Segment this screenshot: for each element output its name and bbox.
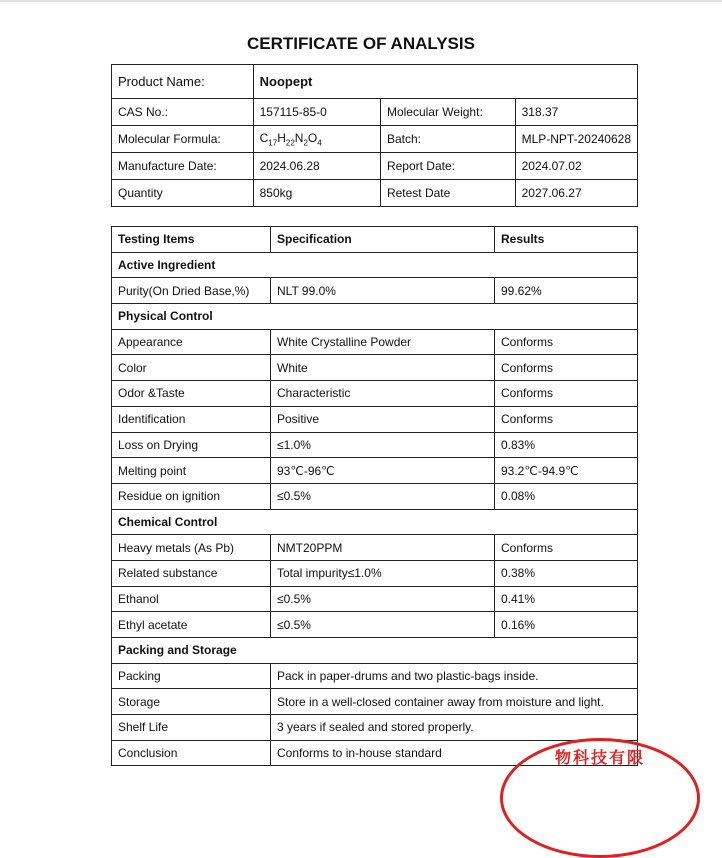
mfg-value: 2024.06.28 <box>253 153 380 180</box>
table-row <box>112 535 638 561</box>
test-result: 0.16% <box>495 612 638 638</box>
batch-value: MLP-NPT-20240628 <box>515 126 637 153</box>
table-row <box>112 406 638 432</box>
test-result: 99.62% <box>495 278 638 304</box>
section-header: Chemical Control <box>112 509 638 535</box>
product-info-table <box>111 64 638 207</box>
section-row <box>112 509 638 535</box>
column-header: Specification <box>271 227 495 253</box>
packing-item: Conclusion <box>112 740 271 766</box>
test-item: Identification <box>112 406 271 432</box>
test-spec: Characteristic <box>271 381 495 407</box>
packing-detail: Conforms to in-house standard <box>271 740 638 766</box>
packing-item: Storage <box>112 689 271 715</box>
table-row <box>112 560 638 586</box>
batch-label: Batch: <box>380 126 515 153</box>
test-spec: Total impurity≤1.0% <box>271 560 495 586</box>
section-row <box>112 252 638 278</box>
section-row <box>112 304 638 330</box>
retest-label: Retest Date <box>380 180 515 207</box>
test-spec: ≤1.0% <box>271 432 495 458</box>
packing-item: Shelf Life <box>112 715 271 741</box>
test-result: Conforms <box>495 406 638 432</box>
test-spec: ≤0.5% <box>271 612 495 638</box>
test-spec: NLT 99.0% <box>271 278 495 304</box>
test-result: Conforms <box>495 381 638 407</box>
test-item: Residue on ignition <box>112 483 271 509</box>
test-item: Appearance <box>112 329 271 355</box>
table-row <box>112 355 638 381</box>
test-result: 0.08% <box>495 483 638 509</box>
packing-item: Packing <box>112 663 271 689</box>
test-spec: ≤0.5% <box>271 586 495 612</box>
column-header: Results <box>495 227 638 253</box>
cas-value: 157115-85-0 <box>253 99 380 126</box>
column-header: Testing Items <box>112 227 271 253</box>
table-row <box>112 329 638 355</box>
company-seal-stamp: 物科技有限 <box>500 738 700 858</box>
cas-label: CAS No.: <box>112 99 254 126</box>
table-row <box>112 689 638 715</box>
product-name-label: Product Name: <box>112 65 254 99</box>
report-label: Report Date: <box>380 153 515 180</box>
product-name-value: Noopept <box>253 65 637 99</box>
section-header: Physical Control <box>112 304 638 330</box>
section-header: Active Ingredient <box>112 252 638 278</box>
table-row <box>112 715 638 741</box>
test-spec: White Crystalline Powder <box>271 329 495 355</box>
test-result: Conforms <box>495 355 638 381</box>
test-result: Conforms <box>495 329 638 355</box>
table-row <box>112 612 638 638</box>
table-row <box>112 65 638 99</box>
table-row <box>112 126 638 153</box>
table-row <box>112 586 638 612</box>
qty-value: 850kg <box>253 180 380 207</box>
table-row <box>112 153 638 180</box>
table-row <box>112 663 638 689</box>
report-value: 2024.07.02 <box>515 153 637 180</box>
qty-label: Quantity <box>112 180 254 207</box>
test-item: Purity(On Dried Base,%) <box>112 278 271 304</box>
table-row <box>112 99 638 126</box>
formula-label: Molecular Formula: <box>112 126 254 153</box>
table-row <box>112 180 638 207</box>
page-top-edge <box>0 0 722 2</box>
test-result: 0.41% <box>495 586 638 612</box>
test-item: Color <box>112 355 271 381</box>
test-item: Related substance <box>112 560 271 586</box>
packing-detail: Pack in paper-drums and two plastic-bags inside. <box>271 663 638 689</box>
table-row <box>112 432 638 458</box>
table-row <box>112 278 638 304</box>
document-title: CERTIFICATE OF ANALYSIS <box>247 34 475 53</box>
test-result: 0.38% <box>495 560 638 586</box>
test-item: Heavy metals (As Pb) <box>112 535 271 561</box>
test-item: Odor &Taste <box>112 381 271 407</box>
formula-value: $C_{17}H_{22}N_2O_4$ <box>253 126 380 153</box>
mfg-label: Manufacture Date: <box>112 153 254 180</box>
test-result: 0.83% <box>495 432 638 458</box>
test-result: 93.2℃-94.9℃ <box>495 458 638 484</box>
packing-detail: 3 years if sealed and stored properly. <box>271 715 638 741</box>
test-item: Ethyl acetate <box>112 612 271 638</box>
table-row <box>112 483 638 509</box>
table-row <box>112 381 638 407</box>
mw-label: Molecular Weight: <box>380 99 515 126</box>
header-row <box>112 227 638 253</box>
test-item: Ethanol <box>112 586 271 612</box>
section-row <box>112 638 638 664</box>
section-header: Packing and Storage <box>112 638 638 664</box>
test-spec: NMT20PPM <box>271 535 495 561</box>
mw-value: 318.37 <box>515 99 637 126</box>
test-spec: ≤0.5% <box>271 483 495 509</box>
test-spec: White <box>271 355 495 381</box>
retest-value: 2027.06.27 <box>515 180 637 207</box>
packing-detail: Store in a well-closed container away from moisture and light. <box>271 689 638 715</box>
table-row <box>112 458 638 484</box>
test-spec: 93℃-96℃ <box>271 458 495 484</box>
test-item: Melting point <box>112 458 271 484</box>
test-results-table <box>111 226 638 766</box>
test-result: Conforms <box>495 535 638 561</box>
test-spec: Positive <box>271 406 495 432</box>
test-item: Loss on Drying <box>112 432 271 458</box>
